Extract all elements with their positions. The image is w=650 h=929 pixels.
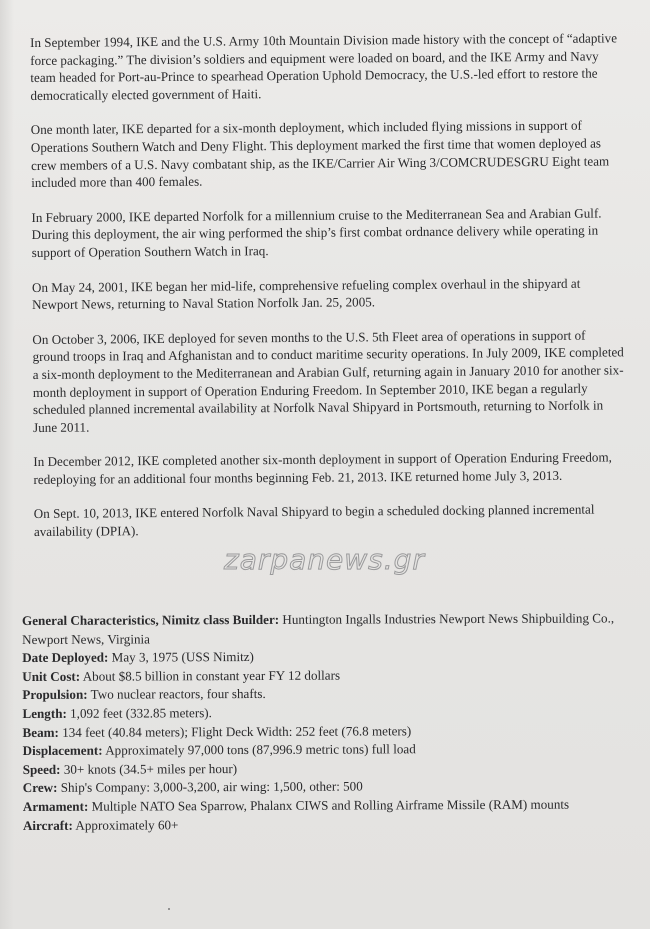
paragraph-2013: On Sept. 10, 2013, IKE entered Norfolk Naval Shipyard to begin a scheduled docking planned incremental availability (DPIA). — [33, 502, 595, 540]
spec-aircraft — [23, 814, 623, 835]
spec-label: Beam: — [22, 724, 59, 740]
spec-label: Displacement: — [22, 742, 103, 759]
spec-value: Ship's Company: 3,000-3,200, air wing: 1,500, other: 500 — [57, 778, 363, 796]
spec-builder — [22, 609, 622, 649]
spec-value: 30+ knots (34.5+ miles per hour) — [60, 760, 238, 777]
spec-label: Unit Cost: — [22, 668, 81, 684]
spec-value: 134 feet (40.84 meters); Flight Deck Width: 252 feet (76.8 meters) — [58, 722, 412, 740]
paragraph-2001: On May 24, 2001, IKE began her mid-life, comprehensive refueling complex overhaul in the shipyard at Newport News, returning to Naval Station Norfolk Jan. 25, 2005. — [31, 275, 581, 313]
general-characteristics — [22, 609, 623, 835]
spec-label: Date Deployed: — [22, 649, 109, 666]
spec-label: Armament: — [22, 798, 89, 814]
spec-value: Multiple NATO Sea Sparrow, Phalanx CIWS and Rolling Airframe Missile (RAM) mounts — [88, 796, 570, 814]
spec-label: Propulsion: — [22, 687, 88, 703]
paragraph-2006-2011: On October 3, 2006, IKE deployed for seven months to the U.S. 5th Fleet area of operations in support of ground troops in Iraq and Afghanistan and to conduct maritime security operations. In July 2009, IKE completed a six-month deployment to the Mediterranean and Arabian Gulf, returning again in January 2010 for another six-month deployment in support of Operation Enduring Freedom. In September 2010, IKE began a regularly scheduled planned incremental availability at Norfolk Naval Shipyard in Portsmouth, returning to Norfolk in June 2011. — [32, 327, 624, 435]
paragraph-women-deployment: One month later, IKE departed for a six-month deployment, which included flying missions in support of Operations Southern Watch and Deny Flight. This deployment marked the first time that women deployed as crew members of a U.S. Navy combatant ship, as the IKE/Carrier Air Wing 3/COMCRUDESGRU Eight team included more than 400 females. — [30, 118, 610, 191]
history-text — [30, 29, 626, 557]
watermark: zarpanews.gr — [224, 543, 425, 576]
spec-value: Huntington Ingalls Industries Newport News Shipbuilding Co., Newport News, Virginia — [22, 610, 615, 647]
spec-label: General Characteristics, Nimitz class Builder: — [22, 611, 280, 628]
spec-label: Aircraft: — [22, 817, 73, 833]
spec-value: Approximately 97,000 tons (87,996.9 metric tons) full load — [102, 741, 416, 758]
paragraph-2000: In February 2000, IKE departed Norfolk for a millennium cruise to the Mediterranean Sea and Arabian Gulf. During this deployment, the air wing performed the ship’s first combat ordnance delivery while operating in support of Operation Southern Watch in Iraq. — [31, 205, 602, 260]
spec-value: 1,092 feet (332.85 meters). — [66, 705, 212, 721]
paragraph-1994: In September 1994, IKE and the U.S. Army 10th Mountain Division made history with the concept of “adaptive force packaging.” The division’s soldiers and equipment were loaded on board, and the IKE Army and Navy team headed for Port-au-Prince to spearhead Operation Uphold Democracy, the U.S.-led effort to restore the democratically elected government of Haiti. — [30, 30, 618, 103]
spec-label: Speed: — [22, 761, 61, 777]
paragraph-2012: In December 2012, IKE completed another six-month deployment in support of Operation Enduring Freedom, redeploying for an additional four months beginning Feb. 21, 2013. IKE returned home July 3, 2013. — [33, 449, 612, 487]
spec-value: May 3, 1975 (USS Nimitz) — [108, 649, 254, 665]
spec-label: Crew: — [22, 780, 58, 796]
paper-speck — [168, 908, 170, 910]
spec-value: Approximately 60+ — [72, 816, 179, 833]
spec-armament — [23, 795, 623, 816]
spec-value: About $8.5 billion in constant year FY 12 dollars — [80, 667, 341, 684]
spec-value: Two nuclear reactors, four shafts. — [87, 686, 266, 703]
spec-label: Length: — [22, 705, 67, 721]
